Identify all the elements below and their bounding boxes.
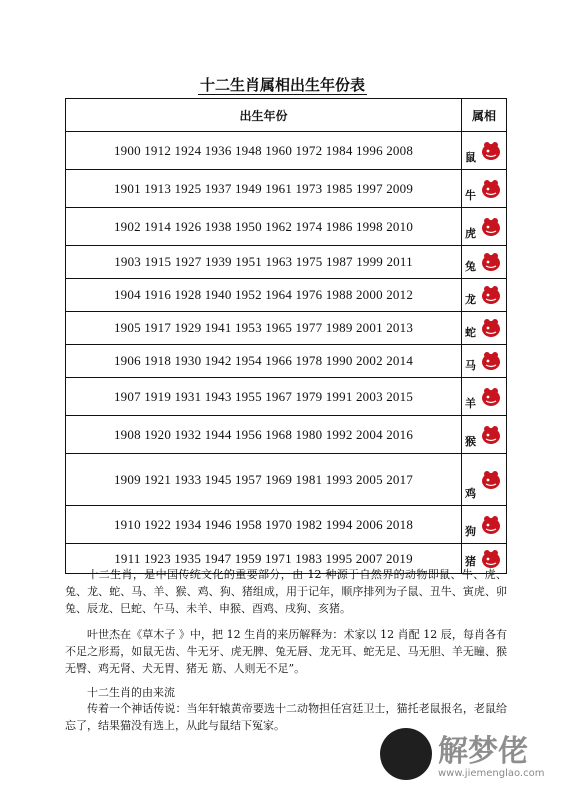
zodiac-animal-label: 鼠 <box>465 151 476 164</box>
paragraph-intro: 十二生肖，是中国传统文化的重要部分，由 12 种源于自然界的动物即鼠、牛、虎、兔、龙、蛇、马、羊、猴、鸡、狗、猪组成，用于记年，顺序排列为子鼠、丑牛、寅虎、卯兔、辰龙、巳蛇、午马、未羊、申猴、酉鸡、戌狗、亥猪。 <box>65 568 507 615</box>
ox-icon <box>480 178 502 200</box>
zodiac-animal-cell <box>462 345 507 378</box>
birth-years-cell: 1903 1915 1927 1939 1951 1963 1975 1987 1999 2011 <box>66 246 462 279</box>
zodiac-animal-cell <box>462 378 507 416</box>
watermark-moon-icon <box>380 728 432 780</box>
zodiac-animal-cell <box>462 279 507 312</box>
paragraph-legend: 传着一个神话传说：当年轩辕黄帝要选十二动物担任宫廷卫士，猫托老鼠报名，老鼠给忘了，结果猫没有选上，从此与鼠结下冤家。 <box>65 702 507 732</box>
birth-years-cell: 1909 1921 1933 1945 1957 1969 1981 1993 2005 2017 <box>66 454 462 506</box>
table-row <box>66 506 507 544</box>
paragraph-origin-explanation: 叶世杰在《草木子 》中，把 12 生肖的来历解释为：术家以 12 肖配 12 辰，每肖各有不足之形焉，如鼠无齿、牛无牙、虎无脾、兔无唇、龙无耳、蛇无足、马无胆、羊无瞳、猴无臀、鸡无肾、犬无胃、猪无 筋、人则无不足”。 <box>65 628 507 675</box>
birth-years-cell: 1907 1919 1931 1943 1955 1967 1979 1991 2003 2015 <box>66 378 462 416</box>
rooster-icon <box>480 469 502 491</box>
table-row <box>66 345 507 378</box>
rabbit-icon <box>480 251 502 273</box>
birth-years-cell: 1904 1916 1928 1940 1952 1964 1976 1988 2000 2012 <box>66 279 462 312</box>
watermark-text: 解梦佬 <box>438 734 528 769</box>
zodiac-animal-cell <box>462 246 507 279</box>
rat-icon <box>480 140 502 162</box>
horse-icon <box>480 350 502 372</box>
zodiac-animal-label: 蛇 <box>465 326 476 339</box>
table-row <box>66 246 507 279</box>
zodiac-animal-cell <box>462 416 507 454</box>
goat-icon <box>480 386 502 408</box>
birth-years-cell: 1900 1912 1924 1936 1948 1960 1972 1984 1996 2008 <box>66 132 462 170</box>
zodiac-animal-cell <box>462 132 507 170</box>
zodiac-animal-label: 猪 <box>465 555 476 568</box>
birth-years-cell: 1902 1914 1926 1938 1950 1962 1974 1986 1998 2010 <box>66 208 462 246</box>
table-row <box>66 170 507 208</box>
zodiac-animal-label: 猴 <box>465 435 476 448</box>
birth-years-cell: 1905 1917 1929 1941 1953 1965 1977 1989 2001 2013 <box>66 312 462 345</box>
dog-icon <box>480 514 502 536</box>
zodiac-animal-label: 狗 <box>465 525 476 538</box>
zodiac-animal-cell <box>462 312 507 345</box>
zodiac-animal-cell <box>462 208 507 246</box>
zodiac-animal-label: 龙 <box>465 293 476 306</box>
dragon-icon <box>480 284 502 306</box>
table-row <box>66 208 507 246</box>
document-title: 十二生肖属相出生年份表 <box>199 76 365 94</box>
table-row <box>66 454 507 506</box>
table-row <box>66 279 507 312</box>
zodiac-animal-cell <box>462 170 507 208</box>
table-row <box>66 312 507 345</box>
tiger-icon <box>480 216 502 238</box>
zodiac-animal-label: 兔 <box>465 260 476 273</box>
snake-icon <box>480 317 502 339</box>
monkey-icon <box>480 424 502 446</box>
birth-years-cell: 1910 1922 1934 1946 1958 1970 1982 1994 2006 2018 <box>66 506 462 544</box>
table-row <box>66 378 507 416</box>
zodiac-animal-label: 牛 <box>465 189 476 202</box>
paragraph-legend-heading: 十二生肖的由来流 <box>87 686 175 699</box>
header-zodiac-animal: 属相 <box>462 99 507 132</box>
zodiac-animal-cell <box>462 506 507 544</box>
zodiac-animal-label: 马 <box>465 359 476 372</box>
zodiac-animal-label: 鸡 <box>465 487 476 500</box>
table-row <box>66 416 507 454</box>
zodiac-animal-label: 虎 <box>465 227 476 240</box>
table-header-row <box>66 99 507 132</box>
table-row <box>66 132 507 170</box>
zodiac-animal-cell <box>462 454 507 506</box>
header-birth-years: 出生年份 <box>66 99 462 132</box>
watermark-url: www.jiemenglao.com <box>438 768 545 779</box>
birth-years-cell: 1908 1920 1932 1944 1956 1968 1980 1992 2004 2016 <box>66 416 462 454</box>
watermark-logo <box>380 720 560 795</box>
birth-years-cell: 1901 1913 1925 1937 1949 1961 1973 1985 1997 2009 <box>66 170 462 208</box>
birth-years-cell: 1911 1923 1935 1947 1959 1971 1983 1995 2007 2019 <box>66 544 462 574</box>
zodiac-animal-label: 羊 <box>465 397 476 410</box>
birth-years-cell: 1906 1918 1930 1942 1954 1966 1978 1990 2002 2014 <box>66 345 462 378</box>
zodiac-year-table <box>65 98 507 574</box>
